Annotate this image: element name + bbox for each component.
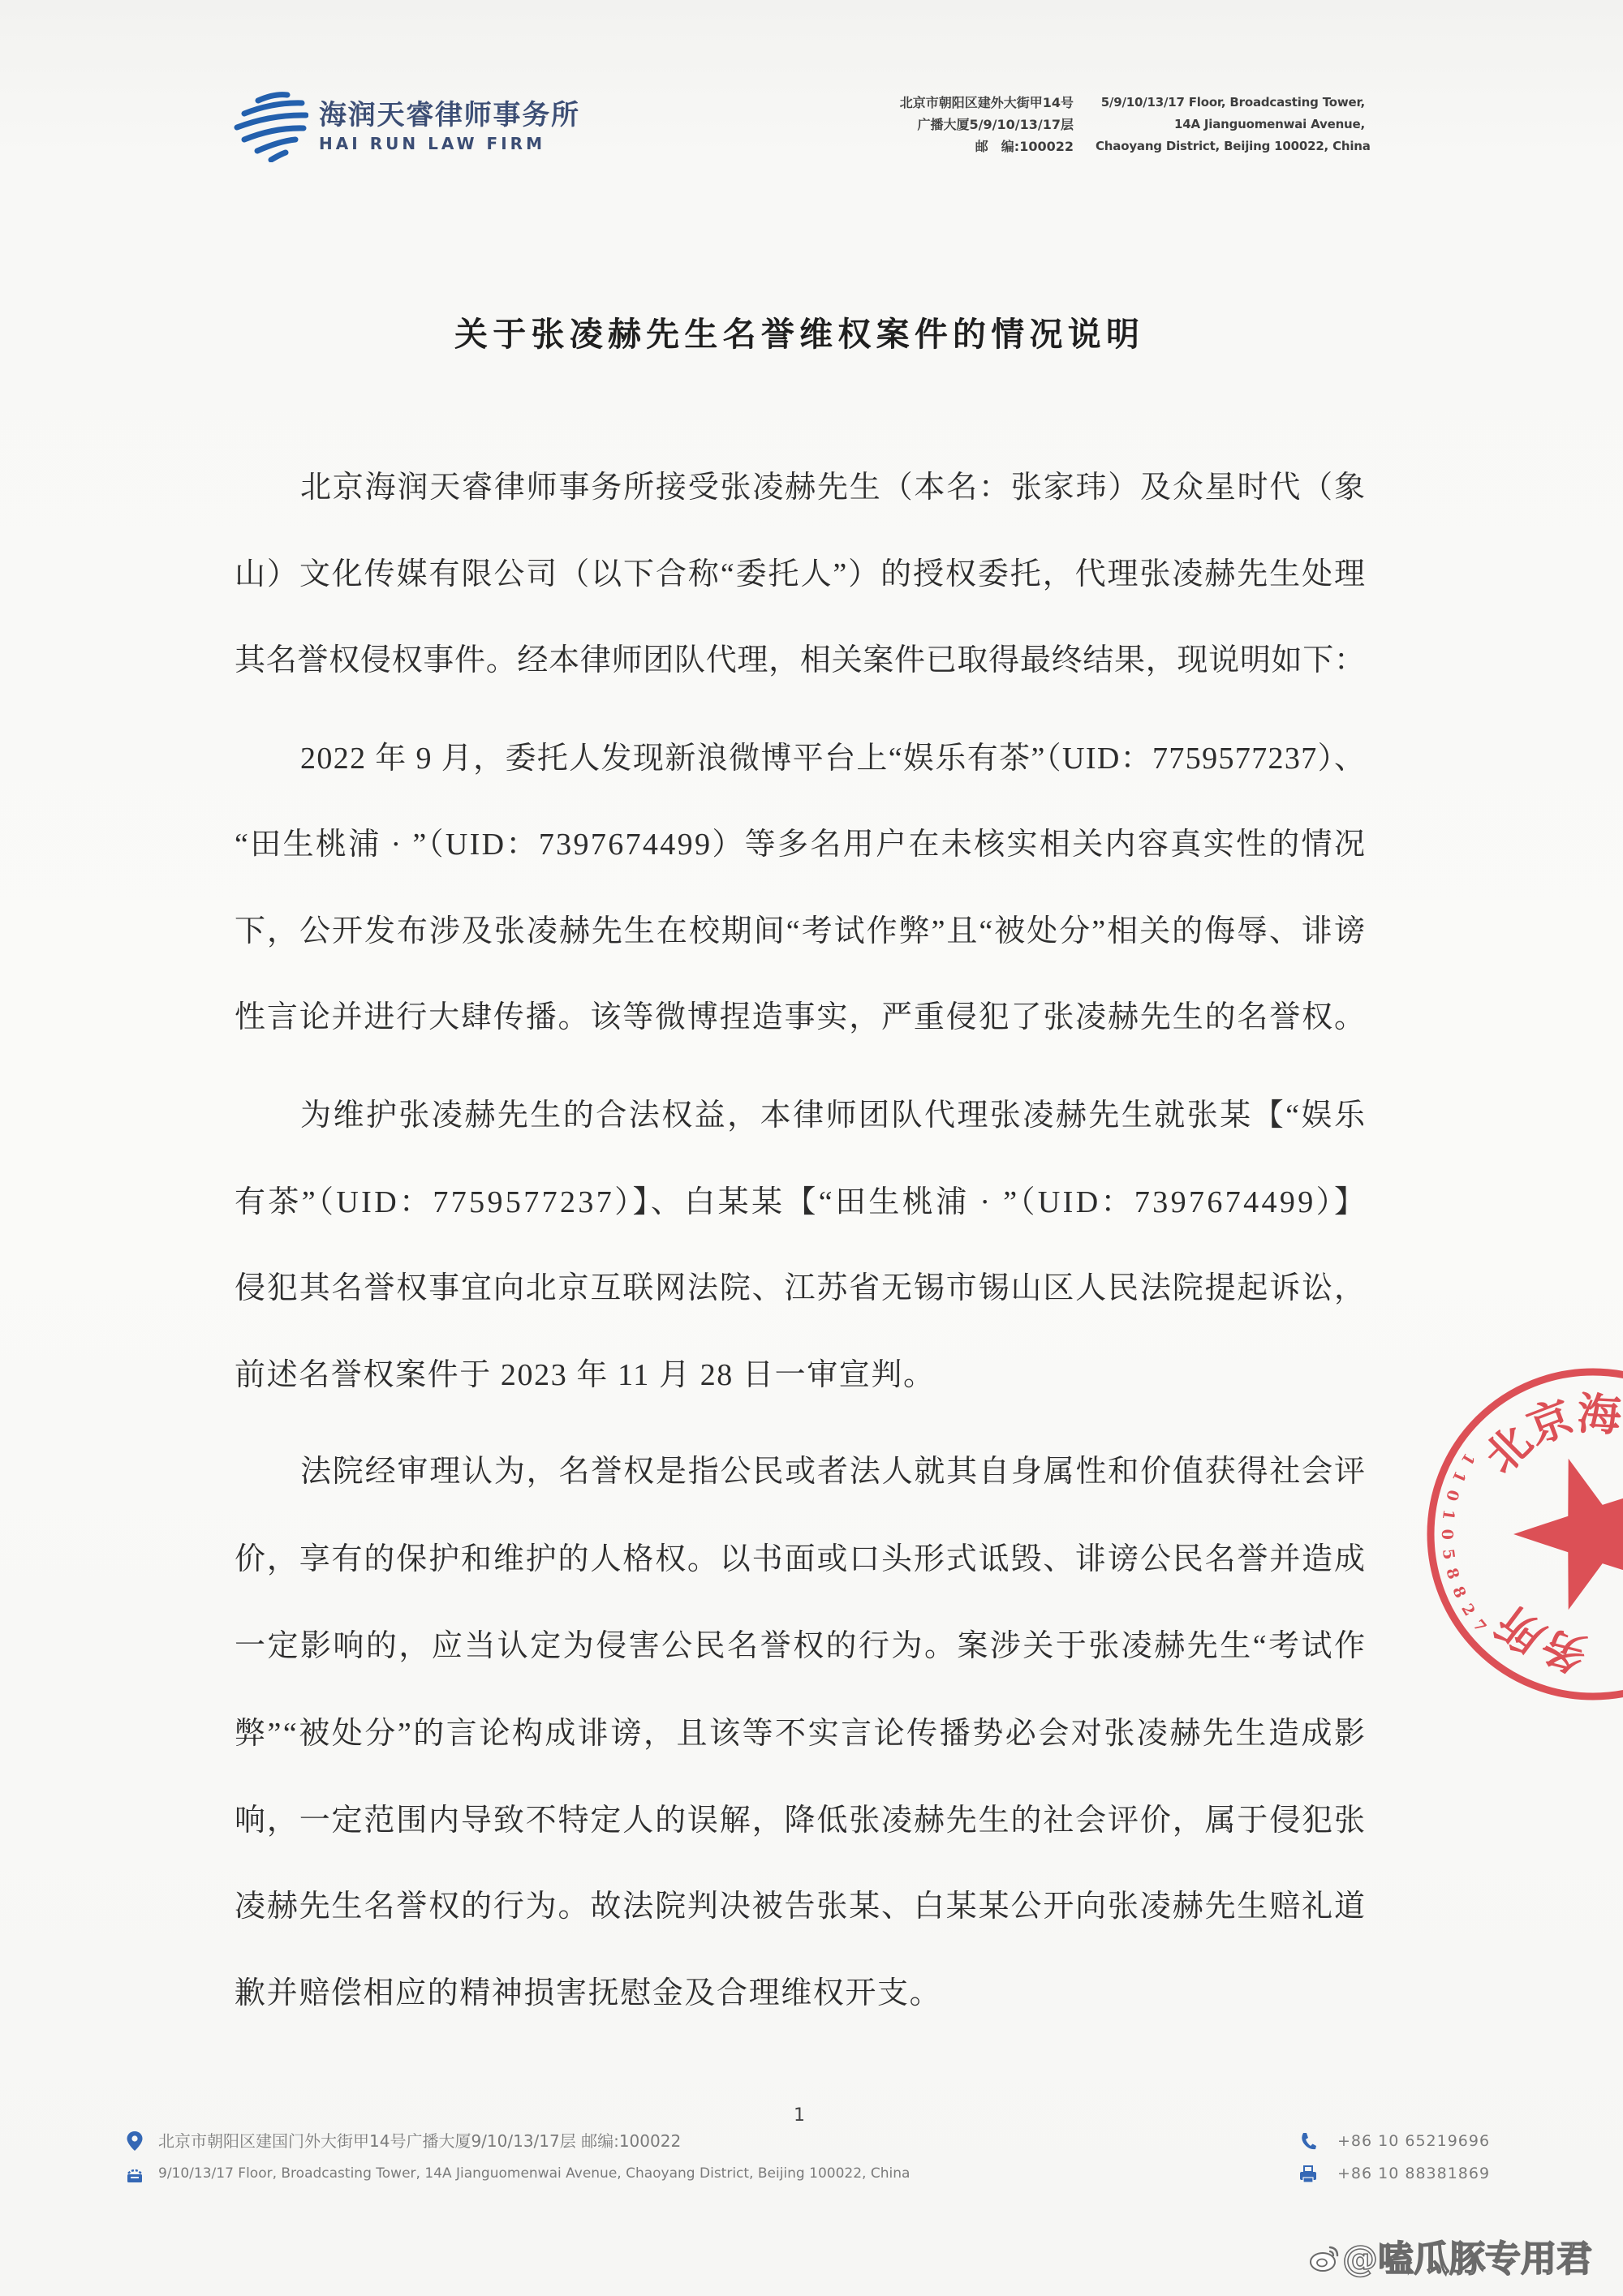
firm-name-en: HAI RUN LAW FIRM [319, 134, 546, 153]
phone-icon [1299, 2130, 1317, 2152]
header-address-cn-line: 邮 编:100022 [975, 139, 1074, 154]
text-line: “田生桃浦 · ”（UID：7397674499）等多名用户在未核实相关内容真实性的情况 [235, 828, 1367, 862]
text-line: 歉并赔偿相应的精神损害抚慰金及合理维权开支。 [235, 1976, 942, 2010]
firm-name-cn: 海润天睿律师事务所 [319, 99, 580, 131]
header-address-cn-line: 广播大厦5/9/10/13/17层 [917, 117, 1074, 132]
seal-code-digit: 1 [1448, 1468, 1470, 1486]
page-number: 1 [794, 2105, 805, 2126]
text-line: 前述名誉权案件于 2023 年 11 月 28 日一审宣判。 [235, 1358, 936, 1392]
seal-char: 京 [1520, 1390, 1580, 1455]
seal-char: 海 [1576, 1387, 1623, 1442]
text-line: 有茶”（UID：7759577237）】、白某某【“田生桃浦 · ”（UID：7397674499）】 [235, 1185, 1368, 1219]
footer-fax: +86 10 88381869 [1337, 2165, 1491, 2182]
text-line: 弊”“被处分”的言论构成诽谤，且该等不实言论传播势必会对张凌赫先生造成影 [235, 1717, 1367, 1751]
header-address-en-line: 5/9/10/13/17 Floor, Broadcasting Tower, [1100, 95, 1365, 110]
seal-code-digit: 0 [1437, 1529, 1457, 1540]
document-title: 关于张凌赫先生名誉维权案件的情况说明 [454, 316, 1145, 353]
seal-code-digit: 5 [1438, 1547, 1458, 1561]
text-line: 山）文化传媒有限公司（以下合称“委托人”）的授权委托，代理张凌赫先生处理 [235, 557, 1367, 591]
mailbox-icon [126, 2164, 144, 2185]
text-line: 凌赫先生名誉权的行为。故法院判决被告张某、白某某公开向张凌赫先生赔礼道 [235, 1890, 1367, 1924]
seal-star-icon [1513, 1459, 1623, 1610]
header-address-en [1096, 92, 1371, 157]
text-line: 法院经审理认为，名誉权是指公民或者法人就其自身属性和价值获得社会评 [300, 1455, 1367, 1489]
seal-stamp [1419, 1360, 1623, 1710]
watermark-text: @嗑瓜豚专用君 [1342, 2238, 1592, 2280]
seal-char: 北 [1474, 1415, 1543, 1484]
header-address-cn-line: 北京市朝阳区建外大街甲14号 [899, 95, 1074, 110]
text-line: 2022 年 9 月，委托人发现新浪微博平台上“娱乐有茶”（UID：7759577237）、 [300, 742, 1367, 776]
seal-char: 务 [1536, 1620, 1592, 1682]
seal-code-digit: 7 [1469, 1616, 1490, 1636]
footer-phone: +86 10 65219696 [1337, 2132, 1491, 2150]
footer-address-cn: 北京市朝阳区建国门外大街甲14号广播大厦9/10/13/17层 邮编:100022 [158, 2131, 682, 2151]
seal-code-digit: 8 [1442, 1566, 1463, 1581]
footer-address-en: 9/10/13/17 Floor, Broadcasting Tower, 14A Jianguomenwai Avenue, Chaoyang District, Beijing 100022, China [158, 2165, 911, 2182]
seal-char: 所 [1487, 1596, 1554, 1665]
text-line: 侵犯其名誉权事宜向北京互联网法院、江苏省无锡市锡山区人民法院提起诉讼， [235, 1271, 1367, 1305]
text-line: 响，一定范围内导致不特定人的误解，降低张凌赫先生的社会评价，属于侵犯张 [235, 1804, 1367, 1838]
location-pin-icon [126, 2130, 144, 2152]
text-line: 性言论并进行大肆传播。该等微博捏造事实，严重侵犯了张凌赫先生的名誉权。 [235, 1000, 1367, 1034]
seal-code-digit: 8 [1449, 1584, 1470, 1602]
seal-code-digit: 1 [1457, 1449, 1479, 1468]
header-address-en-line: Chaoyang District, Beijing 100022, China [1096, 139, 1371, 153]
header-address-cn [812, 92, 1074, 157]
text-line: 北京海润天睿律师事务所接受张凌赫先生（本名：张家玮）及众星时代（象 [300, 471, 1367, 505]
fax-icon [1299, 2164, 1317, 2185]
header-address-en-line: 14A Jianguomenwai Avenue, [1173, 117, 1365, 131]
text-line: 为维护张凌赫先生的合法权益，本律师团队代理张凌赫先生就张某【“娱乐 [300, 1099, 1367, 1133]
seal-code-digit: 0 [1442, 1487, 1462, 1503]
text-line: 一定影响的，应当认定为侵害公民名誉权的行为。案涉关于张凌赫先生“考试作 [235, 1629, 1367, 1663]
firm-logo-icon [234, 91, 308, 162]
seal-code-digit: 1 [1438, 1507, 1458, 1522]
text-line: 价，享有的保护和维护的人格权。以书面或口头形式诋毁、诽谤公民名誉并造成 [235, 1542, 1367, 1576]
text-line: 其名誉权侵权事件。经本律师团队代理，相关案件已取得最终结果，现说明如下： [235, 643, 1366, 677]
weibo-logo-icon [1308, 2242, 1341, 2275]
seal-code-digit: 2 [1457, 1600, 1479, 1619]
text-line: 下，公开发布涉及张凌赫先生在校期间“考试作弊”且“被处分”相关的侮辱、诽谤 [235, 914, 1367, 948]
